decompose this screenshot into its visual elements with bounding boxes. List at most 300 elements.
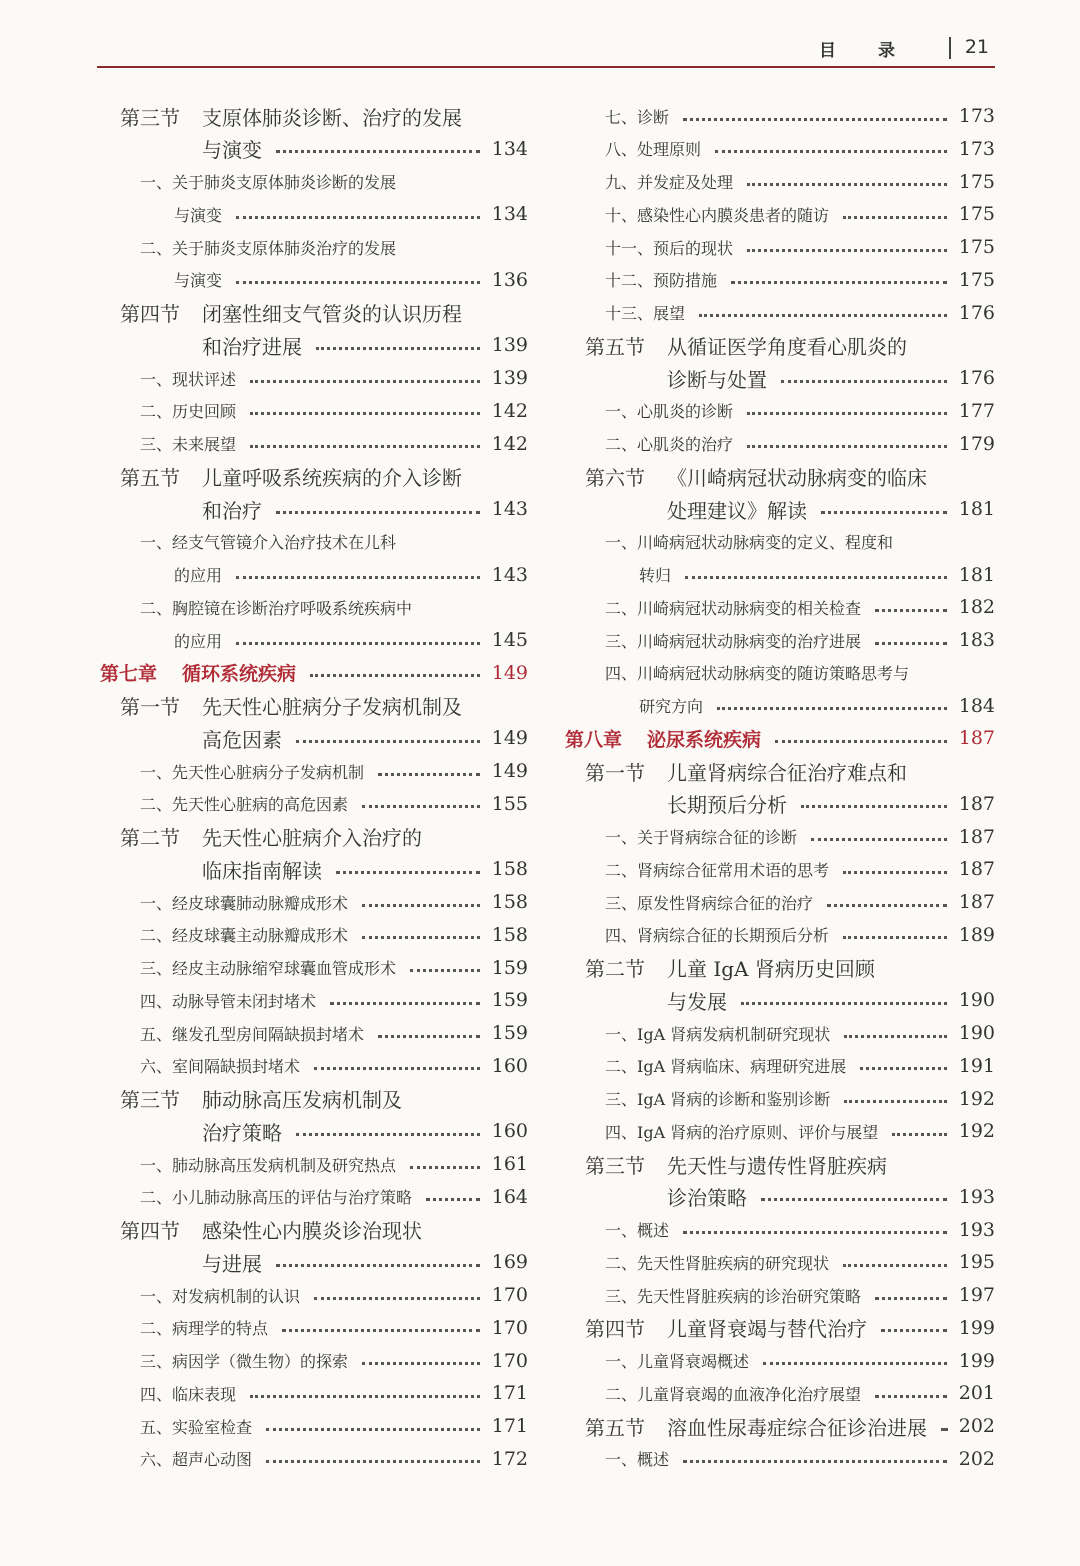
page-ref: 136 (491, 268, 528, 291)
dot-leader (741, 1002, 947, 1005)
entry-title: 二、历史回顾 (140, 402, 237, 422)
entry-title: 三、病因学（微生物）的探索 (140, 1352, 349, 1371)
page-ref: 143 (491, 498, 528, 520)
toc-entry (174, 559, 528, 591)
page-ref: 160 (491, 1120, 528, 1143)
page-ref: 169 (491, 1251, 528, 1274)
entry-title: 的应用 (174, 631, 223, 651)
toc-entry-text (605, 170, 733, 193)
dot-leader (236, 576, 480, 579)
toc-entry (585, 1410, 995, 1442)
entry-title: 二、肾病综合征常用术语的思考 (605, 860, 830, 880)
toc-entry (120, 1214, 528, 1246)
toc-entry (140, 1312, 528, 1344)
entry-title: 先天性与遗传性肾脏疾病 (667, 1153, 887, 1178)
chapter-number: 第八章 (565, 728, 623, 751)
toc-entry (140, 886, 528, 918)
toc-entry-text (585, 1150, 887, 1179)
toc-entry-text (140, 1153, 396, 1176)
page-ref: 182 (958, 596, 995, 619)
entry-title: 闭塞性细支气管炎的认识历程 (202, 302, 462, 326)
toc-entry (140, 1377, 528, 1409)
dot-leader (296, 1133, 480, 1136)
toc-entry-text (174, 629, 222, 652)
chapter-title: 循环系统疾病 (182, 663, 297, 686)
section-number: 第四节 (120, 1219, 180, 1243)
page-ref: 159 (491, 989, 528, 1012)
entry-title: 二、儿童肾衰竭的血液净化治疗展望 (605, 1384, 862, 1404)
dot-leader (250, 412, 480, 415)
toc-entry (565, 722, 995, 754)
page-ref: 195 (958, 1251, 995, 1274)
dot-leader (717, 707, 947, 710)
chapter-title: 泌尿系统疾病 (647, 728, 762, 751)
toc-entry-text (605, 1218, 669, 1241)
dot-leader (775, 740, 947, 743)
toc-entry-text (605, 203, 829, 226)
page-ref: 175 (958, 268, 995, 291)
dot-leader (747, 412, 947, 415)
toc-entry (605, 100, 995, 132)
dot-leader (410, 1166, 480, 1169)
entry-title: 二、川崎病冠状动脉病变的相关检查 (605, 598, 862, 618)
dot-leader (683, 118, 947, 121)
entry-title: 临床指南解读 (202, 858, 322, 883)
entry-title: 感染性心内膜炎诊治现状 (202, 1219, 422, 1243)
dot-leader (875, 642, 947, 645)
toc-entry-text (140, 1415, 252, 1438)
toc-entry (174, 624, 528, 656)
entry-title: 一、经支气管镜介入治疗技术在儿科 (140, 533, 397, 553)
toc-entry (585, 952, 995, 984)
dot-leader (843, 936, 947, 939)
entry-title: 先天性心脏病分子发病机制及 (202, 695, 462, 719)
entry-title: 一、心肌炎的诊断 (605, 402, 734, 422)
toc-entry (605, 198, 995, 230)
dot-leader (941, 1428, 947, 1431)
toc-entry-text (202, 724, 282, 753)
toc-entry (605, 1345, 995, 1377)
dot-leader (362, 904, 480, 907)
section-number: 第三节 (120, 105, 180, 130)
page-ref: 158 (491, 891, 528, 913)
toc-entry-text (140, 923, 348, 946)
toc-entry-text (585, 1313, 867, 1342)
page-ref: 175 (958, 170, 995, 193)
toc-entry-text (639, 694, 703, 717)
entry-title: 四、IgA 肾病的治疗原则、评价与展望 (605, 1122, 879, 1142)
dot-leader (685, 576, 947, 579)
page-ref: 172 (491, 1447, 528, 1470)
entry-title: 六、室间隔缺损封堵术 (140, 1057, 301, 1077)
page-ref: 193 (958, 1185, 995, 1208)
page-number: 21 (964, 36, 989, 58)
toc-entry (140, 952, 528, 984)
dot-leader (314, 1297, 480, 1300)
entry-title: 一、现状评述 (140, 369, 237, 389)
toc-entry-text (585, 757, 907, 786)
toc-entry (140, 362, 528, 394)
toc-entry-text (120, 462, 462, 491)
dot-leader (296, 740, 480, 743)
toc-entry (605, 657, 995, 689)
entry-title: 二、先天性肾脏疾病的研究现状 (605, 1253, 830, 1273)
entry-title: 研究方向 (639, 697, 704, 716)
toc-entry (667, 493, 995, 525)
toc-entry-text (174, 563, 222, 586)
section-number: 第五节 (585, 1415, 645, 1440)
entry-title: 儿童呼吸系统疾病的介入诊断 (202, 465, 462, 490)
toc-entry-text (605, 1382, 861, 1405)
toc-entry-text (202, 331, 302, 360)
toc-entry-text (639, 563, 671, 586)
entry-title: 先天性心脏病介入治疗的 (202, 826, 422, 850)
toc-entry-text (605, 629, 861, 652)
toc-entry-text (667, 1182, 747, 1211)
dot-leader (314, 1067, 480, 1070)
entry-title: 一、对发病机制的认识 (140, 1286, 301, 1306)
toc-entry-text (140, 1284, 300, 1307)
dot-leader (683, 1460, 947, 1463)
toc-entry (140, 1345, 528, 1377)
toc-entry-text (140, 236, 396, 259)
page-ref: 142 (491, 432, 528, 455)
dot-leader (801, 805, 947, 808)
entry-title: 二、心肌炎的治疗 (605, 435, 734, 454)
page-ref: 192 (958, 1120, 995, 1143)
toc-entry (202, 722, 528, 754)
toc-entry (140, 1050, 528, 1082)
toc-entry-text (140, 432, 236, 455)
dot-leader (699, 314, 947, 317)
page-ref: 193 (958, 1218, 995, 1241)
running-header (97, 30, 995, 66)
entry-title: 儿童肾病综合征治疗难点和 (667, 760, 907, 785)
chapter-number: 第七章 (100, 663, 158, 686)
page-ref: 160 (491, 1054, 528, 1077)
page-ref: 201 (958, 1382, 995, 1405)
toc-entry (140, 166, 528, 198)
page-ref: 134 (491, 137, 528, 160)
toc-entry (202, 493, 528, 525)
dot-leader (747, 249, 947, 252)
entry-title: 一、肺动脉高压发病机制及研究热点 (140, 1155, 397, 1175)
toc-entry-text (140, 1054, 300, 1077)
toc-entry-text (605, 268, 717, 291)
toc-entry (140, 1181, 528, 1213)
toc-entry (202, 1246, 528, 1278)
toc-entry (140, 231, 528, 263)
toc-entry (202, 1115, 528, 1147)
toc-entry (605, 264, 995, 296)
toc-entry (202, 853, 528, 885)
toc-entry (140, 395, 528, 427)
page-ref: 191 (958, 1054, 995, 1077)
toc-entry-text (605, 923, 829, 946)
entry-title: 诊断与处置 (667, 367, 767, 392)
section-number: 第五节 (120, 465, 180, 490)
page-ref: 190 (958, 1022, 995, 1044)
toc-entry-text (140, 399, 236, 422)
toc-entry (120, 821, 528, 853)
dot-leader (276, 1264, 480, 1267)
dot-leader (844, 1100, 947, 1103)
toc-entry-text (605, 1349, 749, 1372)
toc-entry (174, 198, 528, 230)
toc-entry-text (605, 530, 893, 553)
dot-leader (362, 1362, 480, 1365)
entry-title: 二、病理学的特点 (140, 1319, 269, 1339)
entry-title: 的应用 (174, 566, 223, 585)
dot-leader (250, 445, 480, 448)
entry-title: 一、儿童肾衰竭概述 (605, 1352, 750, 1371)
dot-leader (844, 1035, 947, 1038)
header-divider (949, 37, 951, 59)
toc-entry (140, 1017, 528, 1049)
page-ref: 149 (491, 661, 528, 684)
entry-title: 高危因素 (202, 727, 282, 752)
page-ref: 139 (491, 334, 528, 357)
entry-title: 和治疗 (202, 498, 262, 523)
header-label: 目录 (819, 41, 937, 61)
entry-title: 三、原发性肾病综合征的治疗 (605, 893, 814, 913)
toc-entry-text (667, 495, 807, 524)
toc-entry-text (140, 989, 316, 1012)
toc-entry (605, 853, 995, 885)
toc-entry (140, 526, 528, 558)
page-ref: 170 (491, 1349, 528, 1372)
toc-entry (120, 690, 528, 722)
toc-entry-text (202, 1117, 282, 1146)
toc-entry-text (202, 134, 262, 163)
toc-entry-text (202, 855, 322, 884)
entry-title: 一、先天性心脏病分子发病机制 (140, 762, 365, 782)
page-ref: 176 (958, 301, 995, 324)
dot-leader (843, 216, 947, 219)
toc-entry-text (605, 825, 797, 848)
dot-leader (410, 969, 480, 972)
page-ref: 173 (958, 137, 995, 160)
page-ref: 175 (958, 236, 995, 258)
page-ref: 192 (958, 1087, 995, 1110)
toc-entry-text (174, 268, 222, 291)
entry-title: 溶血性尿毒症综合征诊治进展 (667, 1415, 927, 1440)
toc-entry-text (202, 1248, 262, 1277)
toc-entry (605, 886, 995, 918)
toc-entry (605, 1377, 995, 1409)
dot-leader (747, 445, 947, 448)
dot-leader (683, 1231, 947, 1234)
page-ref: 190 (958, 989, 995, 1012)
dot-leader (781, 380, 947, 383)
toc-entry-text (605, 891, 813, 914)
toc-entry-text (667, 986, 727, 1015)
dot-leader (827, 904, 947, 907)
dot-leader (250, 1395, 480, 1398)
toc-entry-text (605, 1284, 861, 1307)
entry-title: 一、概述 (605, 1450, 670, 1470)
page-ref: 189 (958, 923, 995, 946)
entry-title: 与演变 (174, 271, 223, 291)
page-ref: 134 (491, 203, 528, 226)
dot-leader (843, 1264, 947, 1267)
toc-entry (605, 624, 995, 656)
dot-leader (316, 347, 480, 350)
page-ref: 199 (958, 1316, 995, 1339)
dot-leader (330, 1002, 480, 1005)
entry-title: 三、IgA 肾病的诊断和鉴别诊断 (605, 1090, 831, 1109)
toc-entry-text (605, 432, 733, 455)
page-ref: 187 (958, 825, 995, 848)
entry-title: 从循证医学角度看心肌炎的 (667, 334, 907, 359)
dot-leader (266, 1460, 480, 1463)
toc-entry (585, 329, 995, 361)
page-ref: 197 (958, 1284, 995, 1306)
page-ref: 187 (958, 858, 995, 881)
toc-entry-text (565, 725, 761, 752)
page-ref: 187 (958, 727, 995, 750)
dot-leader (236, 642, 480, 645)
section-number: 第一节 (585, 760, 645, 785)
page-ref: 179 (958, 432, 995, 455)
entry-title: 肺动脉高压发病机制及 (202, 1088, 402, 1112)
toc-entry (605, 1214, 995, 1246)
entry-title: 一、概述 (605, 1221, 670, 1240)
toc-entry-text (605, 1251, 829, 1274)
toc-entry (605, 919, 995, 951)
toc-entry (140, 755, 528, 787)
toc-entry (667, 788, 995, 820)
toc-entry-text (140, 1349, 348, 1372)
dot-leader (821, 511, 947, 514)
entry-title: 一、IgA 肾病发病机制研究现状 (605, 1024, 831, 1044)
dot-leader (310, 674, 480, 677)
page-ref: 143 (491, 563, 528, 586)
toc-entry-text (605, 399, 733, 422)
toc-entry-text (605, 236, 733, 259)
dot-leader (236, 216, 480, 219)
entry-title: 三、先天性肾脏疾病的诊治研究策略 (605, 1286, 862, 1306)
toc-entry-text (202, 495, 262, 524)
page-ref: 161 (491, 1153, 528, 1175)
toc-entry-text (120, 691, 462, 720)
toc-entry-text (120, 1215, 422, 1244)
dot-leader (362, 805, 480, 808)
toc-entry-text (605, 1022, 830, 1045)
entry-title: 五、继发孔型房间隔缺损封堵术 (140, 1024, 365, 1044)
toc-entry (605, 231, 995, 263)
toc-entry (605, 1443, 995, 1475)
toc-entry (605, 395, 995, 427)
dot-leader (881, 1329, 947, 1332)
toc-entry-text (140, 1022, 364, 1045)
entry-title: 六、超声心动图 (140, 1450, 253, 1470)
toc-entry (667, 362, 995, 394)
toc-entry-text (140, 530, 396, 553)
toc-entry (605, 133, 995, 165)
toc-entry-text (585, 953, 875, 982)
section-number: 第二节 (585, 957, 645, 981)
dot-leader (362, 936, 480, 939)
page-ref: 158 (491, 858, 528, 881)
section-number: 第三节 (120, 1088, 180, 1112)
page-ref: 177 (958, 399, 995, 422)
page-ref: 155 (491, 792, 528, 815)
section-number: 第一节 (120, 695, 180, 719)
dot-leader (336, 871, 480, 874)
toc-entry-text (605, 105, 669, 128)
toc-entry (140, 1410, 528, 1442)
toc-entry-text (605, 858, 829, 881)
toc-entry (667, 984, 995, 1016)
page-ref: 145 (491, 629, 528, 651)
section-number: 第五节 (585, 334, 645, 359)
entry-title: 治疗策略 (202, 1120, 282, 1145)
toc-entry (585, 1148, 995, 1180)
toc-entry-text (140, 760, 364, 783)
dot-leader (875, 1297, 947, 1300)
toc-entry-text (605, 301, 685, 324)
page-ref: 181 (958, 563, 995, 586)
page-ref: 184 (958, 694, 995, 717)
toc-entry-text (667, 789, 787, 818)
entry-title: 与发展 (667, 989, 727, 1014)
entry-title: 四、肾病综合征的长期预后分析 (605, 926, 830, 946)
toc-entry (202, 133, 528, 165)
dot-leader (747, 183, 947, 186)
section-number: 第二节 (120, 826, 180, 850)
page-ref: 202 (958, 1415, 995, 1437)
toc-entry-text (120, 102, 462, 131)
toc-entry (140, 591, 528, 623)
toc-entry (605, 428, 995, 460)
entry-title: 二、先天性心脏病的高危因素 (140, 795, 349, 815)
entry-title: 四、川崎病冠状动脉病变的随访策略思考与 (605, 664, 910, 684)
toc-entry (639, 559, 995, 591)
entry-title: 四、临床表现 (140, 1384, 237, 1404)
toc-entry (120, 297, 528, 329)
toc-entry (585, 1312, 995, 1344)
toc-entry (120, 460, 528, 492)
toc-entry-text (100, 659, 296, 686)
entry-title: 儿童肾衰竭与替代治疗 (667, 1317, 867, 1342)
toc-entry-text (605, 661, 909, 684)
toc-entry (120, 100, 528, 132)
page-ref: 171 (491, 1415, 528, 1437)
entry-title: 七、诊断 (605, 107, 670, 127)
toc-entry (667, 1181, 995, 1213)
entry-title: 二、小儿肺动脉高压的评估与治疗策略 (140, 1188, 413, 1208)
toc-entry (605, 591, 995, 623)
toc-entry (605, 526, 995, 558)
toc-entry (605, 1246, 995, 1278)
toc-entry-text (585, 1412, 927, 1441)
entry-title: 诊治策略 (667, 1186, 747, 1211)
toc-entry (140, 1279, 528, 1311)
entry-title: 十三、展望 (605, 304, 686, 323)
toc-entry (605, 1279, 995, 1311)
toc-entry-text (140, 956, 396, 979)
dot-leader (276, 150, 480, 153)
toc-entry-text (140, 1447, 252, 1470)
entry-title: 一、关于肾病综合征的诊断 (605, 828, 798, 847)
page-ref: 149 (491, 760, 528, 782)
entry-title: 儿童 IgA 肾病历史回顾 (667, 957, 875, 981)
toc-entry-text (605, 1447, 669, 1470)
page-ref: 159 (491, 956, 528, 979)
entry-title: 一、川崎病冠状动脉病变的定义、程度和 (605, 533, 894, 553)
toc-entry (585, 460, 995, 492)
